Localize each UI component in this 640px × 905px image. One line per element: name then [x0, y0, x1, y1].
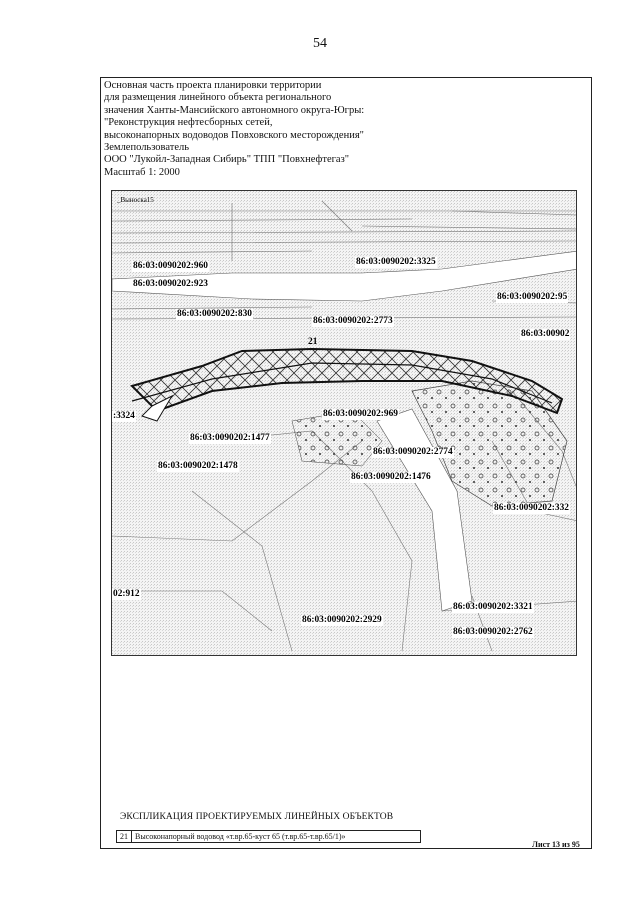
cadastral-map[interactable]	[111, 190, 577, 656]
explication-text: Высоконапорный водовод «т.вр.65-куст 65 (т.вр.65-т.вр.65/1)»	[135, 832, 346, 841]
land-user-label: Землепользователь	[104, 142, 190, 154]
parcel-label: 86:03:0090202:830	[177, 309, 252, 319]
parcel-label: :3324	[113, 411, 135, 421]
parcel-label: 02:912	[113, 589, 140, 599]
page-number: 54	[313, 36, 327, 51]
parcel-label: 86:03:0090202:923	[133, 279, 208, 289]
parcel-label: 86:03:0090202:3325	[356, 257, 436, 267]
title-line: "Реконструкция нефтесборных сетей,	[104, 117, 273, 129]
parcel-label: 86:03:0090202:2773	[313, 316, 393, 326]
callout-label: _Выноска15	[117, 196, 154, 204]
land-user-name: ООО "Лукойл-Западная Сибирь" ТПП "Повхнефтегаз"	[104, 154, 350, 166]
sheet-label: Лист 13 из 95	[532, 840, 580, 849]
title-line: высоконапорных водоводов Повховского месторождения"	[104, 129, 364, 141]
parcel-label: 86:03:00902	[521, 329, 570, 339]
explication-number: 21	[117, 831, 132, 842]
segment-number: 21	[308, 337, 318, 347]
parcel-label: 86:03:0090202:960	[133, 261, 208, 271]
parcel-label: 86:03:0090202:969	[323, 409, 398, 419]
parcel-label: 86:03:0090202:95	[497, 292, 568, 302]
title-line: значения Ханты-Мансийского автономного округа-Югры:	[104, 104, 365, 116]
parcel-label: 86:03:0090202:2774	[373, 447, 453, 457]
parcel-label: 86:03:0090202:2762	[453, 627, 533, 637]
parcel-label: 86:03:0090202:1476	[351, 472, 431, 482]
title-line: Основная часть проекта планировки территории	[104, 80, 322, 91]
parcel-label: 86:03:0090202:2929	[302, 615, 382, 625]
parcel-label: 86:03:0090202:3321	[453, 602, 533, 612]
scale-label: Масштаб 1: 2000	[104, 166, 180, 178]
title-line: для размещения линейного объекта регионального	[104, 92, 332, 104]
title-block	[104, 80, 564, 179]
parcel-label: 86:03:0090202:1478	[158, 461, 238, 471]
parcel-label: 86:03:0090202:1477	[190, 433, 270, 443]
explication-title: ЭКСПЛИКАЦИЯ ПРОЕКТИРУЕМЫХ ЛИНЕЙНЫХ ОБЪЕКТОВ	[120, 812, 394, 822]
parcel-label: 86:03:0090202:332	[494, 503, 569, 513]
explication-row	[116, 830, 421, 843]
